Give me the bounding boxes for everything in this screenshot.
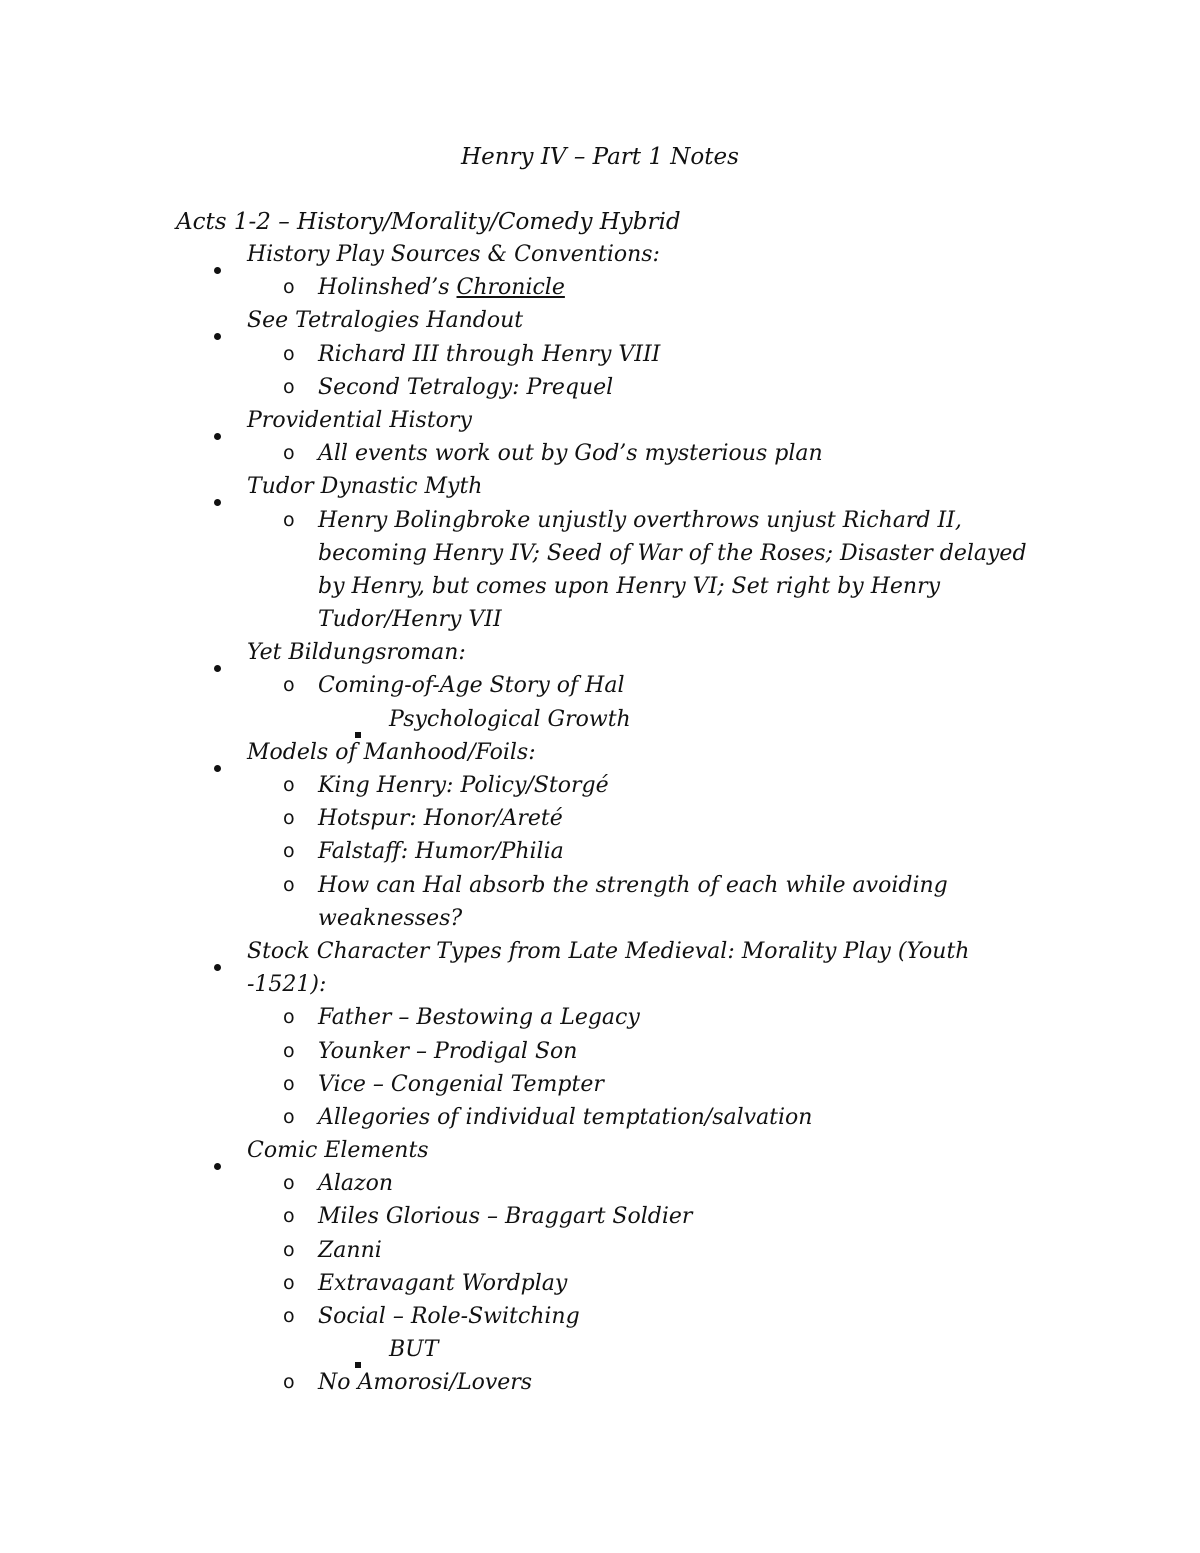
list-item: Psychological Growth (0, 703, 1200, 736)
bullet-icon (212, 470, 219, 503)
list-item-continuation: becoming Henry IV; Seed of War of the Roses; Disaster delayed (318, 540, 1027, 566)
bullet-icon (212, 736, 219, 769)
list-item: o Vice – Congenial Tempter (0, 1068, 1200, 1101)
list-item: o All events work out by God’s mysterious plan (0, 437, 1200, 470)
list-item-continuation: by Henry, but comes upon Henry VI; Set right by Henry (318, 573, 941, 599)
circle-bullet-icon: o (283, 1371, 295, 1394)
list-item: Yet Bildungsroman: (0, 636, 1200, 669)
square-bullet-icon (355, 1333, 361, 1366)
list-item: o Alazon (0, 1167, 1200, 1200)
circle-bullet-icon: o (283, 342, 295, 365)
list-item: o Social – Role-Switching (0, 1300, 1200, 1333)
list-item: o How can Hal absorb the strength of each while avoiding (0, 869, 1200, 902)
list-item: BUT (0, 1333, 1200, 1366)
list-item-continuation: Tudor/Henry VII (318, 607, 502, 633)
circle-bullet-icon: o (283, 276, 295, 299)
bullet-icon (212, 404, 219, 437)
notes-outline (0, 238, 1200, 1400)
circle-bullet-icon: o (283, 1271, 295, 1294)
list-item: o Zanni (0, 1234, 1200, 1267)
list-item: o Father – Bestowing a Legacy (0, 1001, 1200, 1034)
circle-bullet-icon: o (283, 674, 295, 697)
bullet-icon (212, 935, 219, 968)
list-item: Stock Character Types from Late Medieval: Morality Play (Youth (0, 935, 1200, 968)
list-item: o Richard III through Henry VIII (0, 338, 1200, 371)
list-item: o Falstaff: Humor/Philia (0, 835, 1200, 868)
list-item: o Miles Glorious – Braggart Soldier (0, 1200, 1200, 1233)
list-item: o Allegories of individual temptation/salvation (0, 1101, 1200, 1134)
bullet-icon (212, 304, 219, 337)
circle-bullet-icon: o (283, 1039, 295, 1062)
list-item: Providential History (0, 404, 1200, 437)
list-item: o Younker – Prodigal Son (0, 1035, 1200, 1068)
list-item: o Holinshed’s Chronicle (0, 271, 1200, 304)
list-item: o Hotspur: Honor/Areté (0, 802, 1200, 835)
section-heading: Acts 1-2 – History/Morality/Comedy Hybrid (176, 209, 681, 235)
page-title: Henry IV – Part 1 Notes (461, 144, 739, 170)
circle-bullet-icon: o (283, 774, 295, 796)
circle-bullet-icon: o (283, 1006, 295, 1029)
list-item: See Tetralogies Handout (0, 304, 1200, 337)
list-item: Tudor Dynastic Myth (0, 470, 1200, 503)
list-item-continuation: weaknesses? (318, 905, 463, 931)
list-item-continuation: -1521): (247, 972, 327, 998)
circle-bullet-icon: o (283, 1205, 295, 1228)
list-item: o King Henry: Policy/Storgé (0, 769, 1200, 802)
list-item: o Extravagant Wordplay (0, 1267, 1200, 1300)
square-bullet-icon (355, 703, 361, 736)
circle-bullet-icon: o (283, 375, 295, 398)
circle-bullet-icon: o (283, 508, 295, 531)
circle-bullet-icon: o (283, 1072, 295, 1095)
circle-bullet-icon: o (283, 807, 295, 830)
circle-bullet-icon: o (283, 442, 295, 465)
list-item: o Henry Bolingbroke unjustly overthrows unjust Richard II, (0, 504, 1200, 537)
bullet-icon (212, 636, 219, 669)
bullet-icon (212, 1134, 219, 1167)
circle-bullet-icon: o (283, 840, 295, 863)
circle-bullet-icon: o (283, 1305, 295, 1327)
list-item: o No Amorosi/Lovers (0, 1366, 1200, 1399)
underlined-title: Chronicle (456, 275, 565, 301)
list-item: o Coming-of-Age Story of Hal (0, 669, 1200, 702)
list-item: Comic Elements (0, 1134, 1200, 1167)
list-item: History Play Sources & Conventions: (0, 238, 1200, 271)
list-item: Models of Manhood/Foils: (0, 736, 1200, 769)
circle-bullet-icon: o (283, 873, 295, 896)
circle-bullet-icon: o (283, 1172, 295, 1195)
list-item: o Second Tetralogy: Prequel (0, 371, 1200, 404)
circle-bullet-icon: o (283, 1105, 295, 1128)
bullet-icon (212, 238, 219, 271)
circle-bullet-icon: o (283, 1238, 295, 1261)
